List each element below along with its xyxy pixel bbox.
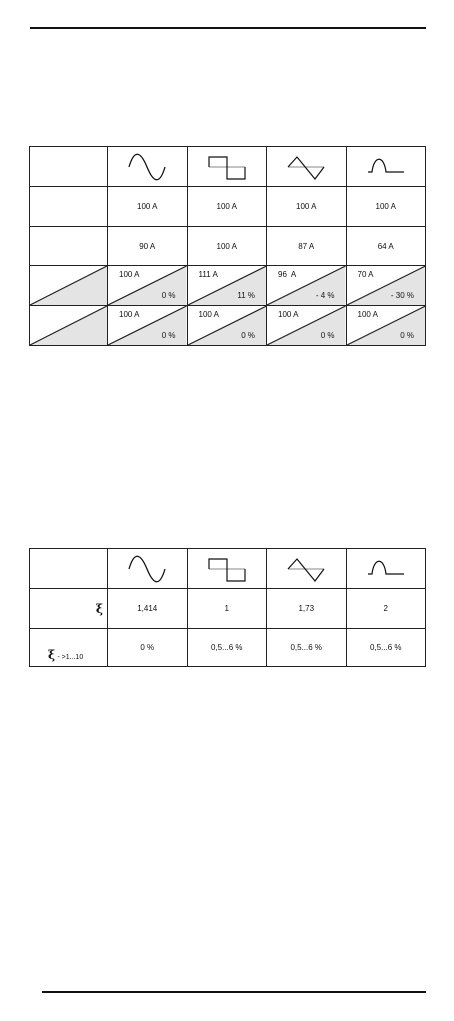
square-wave-icon	[187, 147, 267, 187]
split-value-cell	[187, 306, 267, 346]
waveform-header-row	[30, 549, 426, 589]
half-sine-pulse-icon	[346, 147, 426, 187]
split-value-cell	[346, 306, 426, 346]
value-cell: 100 A	[187, 227, 267, 266]
split-value-cell	[346, 266, 426, 306]
value-cell: 0 %	[108, 629, 188, 667]
value-cell: 0,5...6 %	[267, 629, 347, 667]
current-measurement-table	[29, 146, 426, 346]
deviation-percent: 0 %	[400, 331, 414, 340]
top-rule	[30, 27, 426, 29]
measured-current: 100 A	[198, 310, 219, 319]
value-cell: 100 A	[267, 187, 347, 227]
row-label-cell	[30, 227, 108, 266]
deviation-percent: 0 %	[161, 291, 176, 300]
crest-factor-symbol: ξ	[48, 648, 56, 662]
value-cell: 1,73	[267, 589, 347, 629]
value-cell: 64 A	[346, 227, 426, 266]
square-wave-icon	[187, 549, 267, 589]
table1-row-1	[30, 187, 426, 227]
waveform-header-row	[30, 147, 426, 187]
deviation-percent: 0 %	[161, 331, 176, 340]
empty-header-cell	[30, 147, 108, 187]
row-label-cell	[30, 589, 108, 629]
value-cell: 87 A	[267, 227, 347, 266]
split-value-cell	[108, 306, 188, 346]
split-value-cell	[187, 266, 267, 306]
value-cell: 100 A	[108, 187, 188, 227]
crest-factor-row	[30, 589, 426, 629]
empty-header-cell	[30, 549, 108, 589]
measured-current: 100 A	[119, 310, 140, 319]
error-row	[30, 629, 426, 667]
row-label-cell	[30, 629, 108, 667]
triangle-wave-icon	[267, 147, 347, 187]
deviation-percent: 0 %	[241, 331, 255, 340]
split-value-cell	[267, 306, 347, 346]
sine-wave-icon	[108, 147, 188, 187]
table1-split-row-2	[30, 306, 426, 346]
sine-wave-icon	[108, 549, 188, 589]
value-cell: 0,5...6 %	[346, 629, 426, 667]
diagonal-label-cell	[30, 266, 108, 306]
table1-split-row-1	[30, 266, 426, 306]
split-value-cell	[267, 266, 347, 306]
value-cell: 100 A	[187, 187, 267, 227]
value-cell: 2	[346, 589, 426, 629]
measured-current: 100 A	[119, 270, 140, 279]
value-cell: 100 A	[346, 187, 426, 227]
crest-factor-range-label	[48, 648, 83, 662]
bottom-rule	[42, 991, 426, 993]
value-cell: 90 A	[108, 227, 188, 266]
half-sine-pulse-icon	[346, 549, 426, 589]
measured-current: 70 A	[357, 270, 374, 279]
measured-current: 100 A	[357, 310, 378, 319]
diagonal-label-cell	[30, 306, 108, 346]
row-label-cell	[30, 187, 108, 227]
measured-current: 96 A	[278, 270, 297, 279]
crest-factor-range: - >1...10	[57, 654, 84, 661]
value-cell: 0,5...6 %	[187, 629, 267, 667]
deviation-percent: - 4 %	[315, 291, 335, 300]
deviation-percent: 11 %	[237, 291, 255, 300]
crest-factor-symbol: ξ	[95, 601, 103, 616]
deviation-percent: 0 %	[320, 331, 335, 340]
crest-factor-table	[29, 548, 426, 667]
value-cell: 1	[187, 589, 267, 629]
measured-current: 100 A	[278, 310, 299, 319]
deviation-percent: - 30 %	[390, 291, 414, 300]
triangle-wave-icon	[267, 549, 347, 589]
table1-row-2	[30, 227, 426, 266]
value-cell: 1,414	[108, 589, 188, 629]
split-value-cell	[108, 266, 188, 306]
measured-current: 111 A	[198, 270, 218, 279]
